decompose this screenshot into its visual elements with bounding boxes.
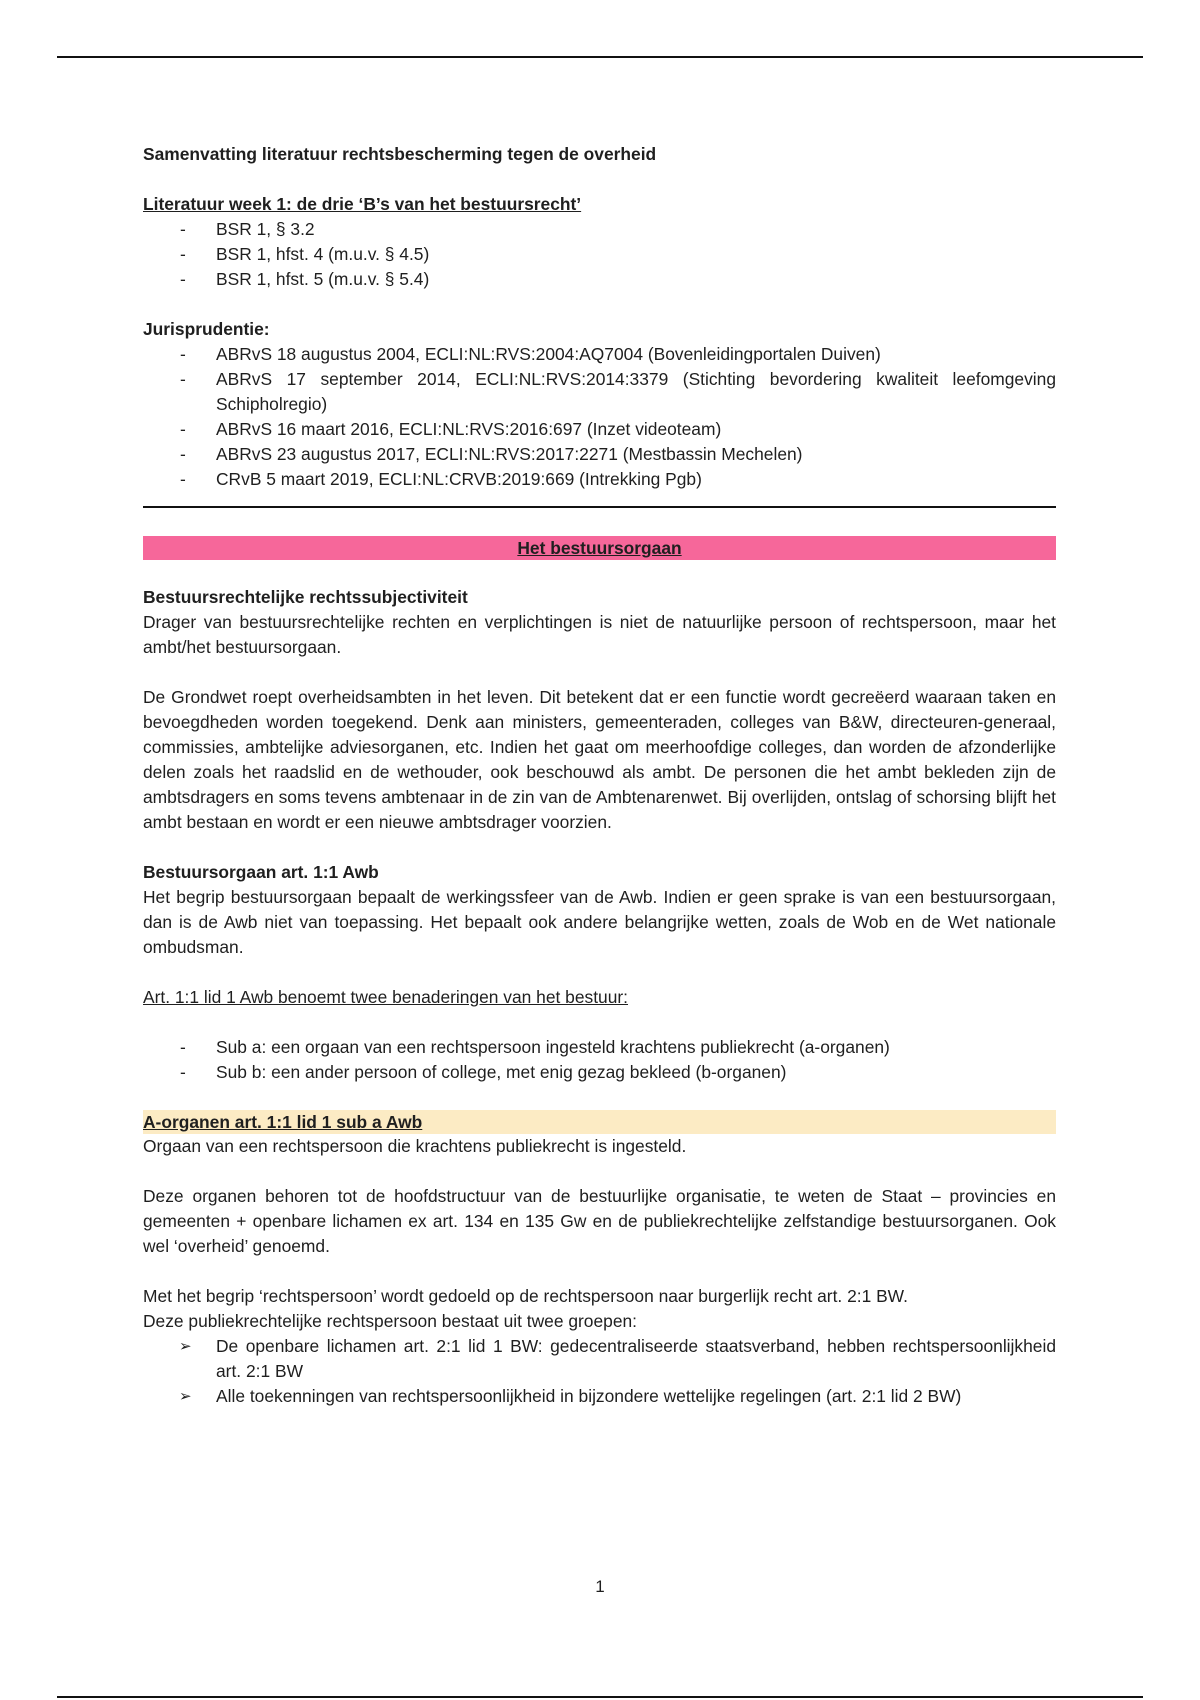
- document-title: Samenvatting literatuur rechtsbescherming tegen de overheid: [143, 144, 657, 164]
- rechtssubjectiviteit-heading: Bestuursrechtelijke rechtssubjectiviteit: [143, 587, 468, 607]
- dash-bullet: -: [180, 444, 186, 464]
- jurisprudentie-heading: Jurisprudentie:: [143, 319, 270, 339]
- section-divider: [143, 506, 1056, 508]
- benaderingen-list: [143, 1035, 1056, 1085]
- list-item: ➢ De openbare lichamen art. 2:1 lid 1 BW: gedecentraliseerde staatsverband, hebben rechtspersoonlijkheid art. 2:1 BW: [179, 1336, 1056, 1381]
- paragraph: Deze publiekrechtelijke rechtspersoon bestaat uit twee groepen:: [143, 1311, 637, 1331]
- dash-bullet: -: [180, 1037, 186, 1057]
- a-organen-heading: A-organen art. 1:1 lid 1 sub a Awb: [143, 1110, 1056, 1134]
- list-item: ➢ Alle toekenningen van rechtspersoonlijkheid in bijzondere wettelijke regelingen (art. 2:1 lid 2 BW): [143, 1384, 1056, 1409]
- list-item: - ABRvS 18 augustus 2004, ECLI:NL:RVS:2004:AQ7004 (Bovenleidingportalen Duiven): [143, 342, 1056, 367]
- dash-bullet: -: [180, 269, 186, 289]
- list-item: - ABRvS 17 september 2014, ECLI:NL:RVS:2014:3379 (Stichting bevordering kwaliteit leefomgeving Schipholregio): [180, 369, 1056, 414]
- paragraph: Deze organen behoren tot de hoofdstructuur van de bestuurlijke organisatie, te weten de Staat – provincies en gemeenten + openbare lichamen ex art. 134 en 135 Gw en de publiekrechtelijke zelfstandige bestuursorganen. Ook wel ‘overheid’ genoemd.: [143, 1186, 1056, 1256]
- paragraph: Met het begrip ‘rechtspersoon’ wordt gedoeld op de rechtspersoon naar burgerlijk recht art. 2:1 BW.: [143, 1286, 908, 1306]
- week1-list: [143, 217, 1056, 292]
- bestuursorgaan-heading: Bestuursorgaan art. 1:1 Awb: [143, 862, 379, 882]
- document-page: [143, 142, 1056, 1409]
- groepen-list: [143, 1334, 1056, 1409]
- week1-heading: Literatuur week 1: de drie ‘B’s van het bestuursrecht’: [143, 194, 582, 214]
- page-number: 1: [595, 1577, 605, 1596]
- list-item: - BSR 1, hfst. 4 (m.u.v. § 4.5): [143, 242, 1056, 267]
- list-item: - BSR 1, § 3.2: [143, 217, 1056, 242]
- dash-bullet: -: [180, 419, 186, 439]
- jurisprudentie-list: [143, 342, 1056, 492]
- footer-rule: [57, 1696, 1143, 1698]
- list-item: - Sub b: een ander persoon of college, met enig gezag bekleed (b-organen): [143, 1060, 1056, 1085]
- list-item: - Sub a: een orgaan van een rechtspersoon ingesteld krachtens publiekrecht (a-organen): [143, 1035, 1056, 1060]
- list-item: - ABRvS 23 augustus 2017, ECLI:NL:RVS:2017:2271 (Mestbassin Mechelen): [143, 442, 1056, 467]
- paragraph: Het begrip bestuursorgaan bepaalt de werkingssfeer van de Awb. Indien er geen sprake is van een bestuursorgaan, dan is de Awb niet van toepassing. Het bepaalt ook andere belangrijke wetten, zoals de Wob en de Wet nationale ombudsman.: [143, 887, 1056, 957]
- arrow-bullet-icon: ➢: [179, 1388, 192, 1405]
- underlined-line: Art. 1:1 lid 1 Awb benoemt twee benaderingen van het bestuur:: [143, 987, 629, 1007]
- section-banner: Het bestuursorgaan: [143, 536, 1056, 560]
- dash-bullet: -: [180, 344, 186, 364]
- list-item: - BSR 1, hfst. 5 (m.u.v. § 5.4): [143, 267, 1056, 292]
- list-item: - CRvB 5 maart 2019, ECLI:NL:CRVB:2019:669 (Intrekking Pgb): [143, 467, 1056, 492]
- paragraph: Orgaan van een rechtspersoon die krachtens publiekrecht is ingesteld.: [143, 1136, 687, 1156]
- dash-bullet: -: [180, 1062, 186, 1082]
- paragraph: De Grondwet roept overheidsambten in het leven. Dit betekent dat er een functie wordt gecreëerd waaraan taken en bevoegdheden worden toegekend. Denk aan ministers, gemeenteraden, colleges van B&W, directeuren-generaal, commissies, ambtelijke adviesorganen, etc. Indien het gaat om meerhoofdige colleges, dan worden de afzonderlijke delen zoals het raadslid en de wethouder, ook beschouwd als ambt. De personen die het ambt bekleden zijn de ambtsdragers en soms tevens ambtenaar in de zin van de Ambtenarenwet. Bij overlijden, ontslag of schorsing blijft het ambt bestaan en wordt er een nieuwe ambtsdrager voorzien.: [143, 687, 1056, 832]
- arrow-bullet-icon: ➢: [179, 1338, 192, 1355]
- dash-bullet: -: [180, 369, 186, 389]
- header-rule: [57, 56, 1143, 58]
- dash-bullet: -: [180, 469, 186, 489]
- list-item: - ABRvS 16 maart 2016, ECLI:NL:RVS:2016:697 (Inzet videoteam): [143, 417, 1056, 442]
- dash-bullet: -: [180, 244, 186, 264]
- dash-bullet: -: [180, 219, 186, 239]
- paragraph: Drager van bestuursrechtelijke rechten en verplichtingen is niet de natuurlijke persoon of rechtspersoon, maar het ambt/het bestuursorgaan.: [143, 612, 1056, 657]
